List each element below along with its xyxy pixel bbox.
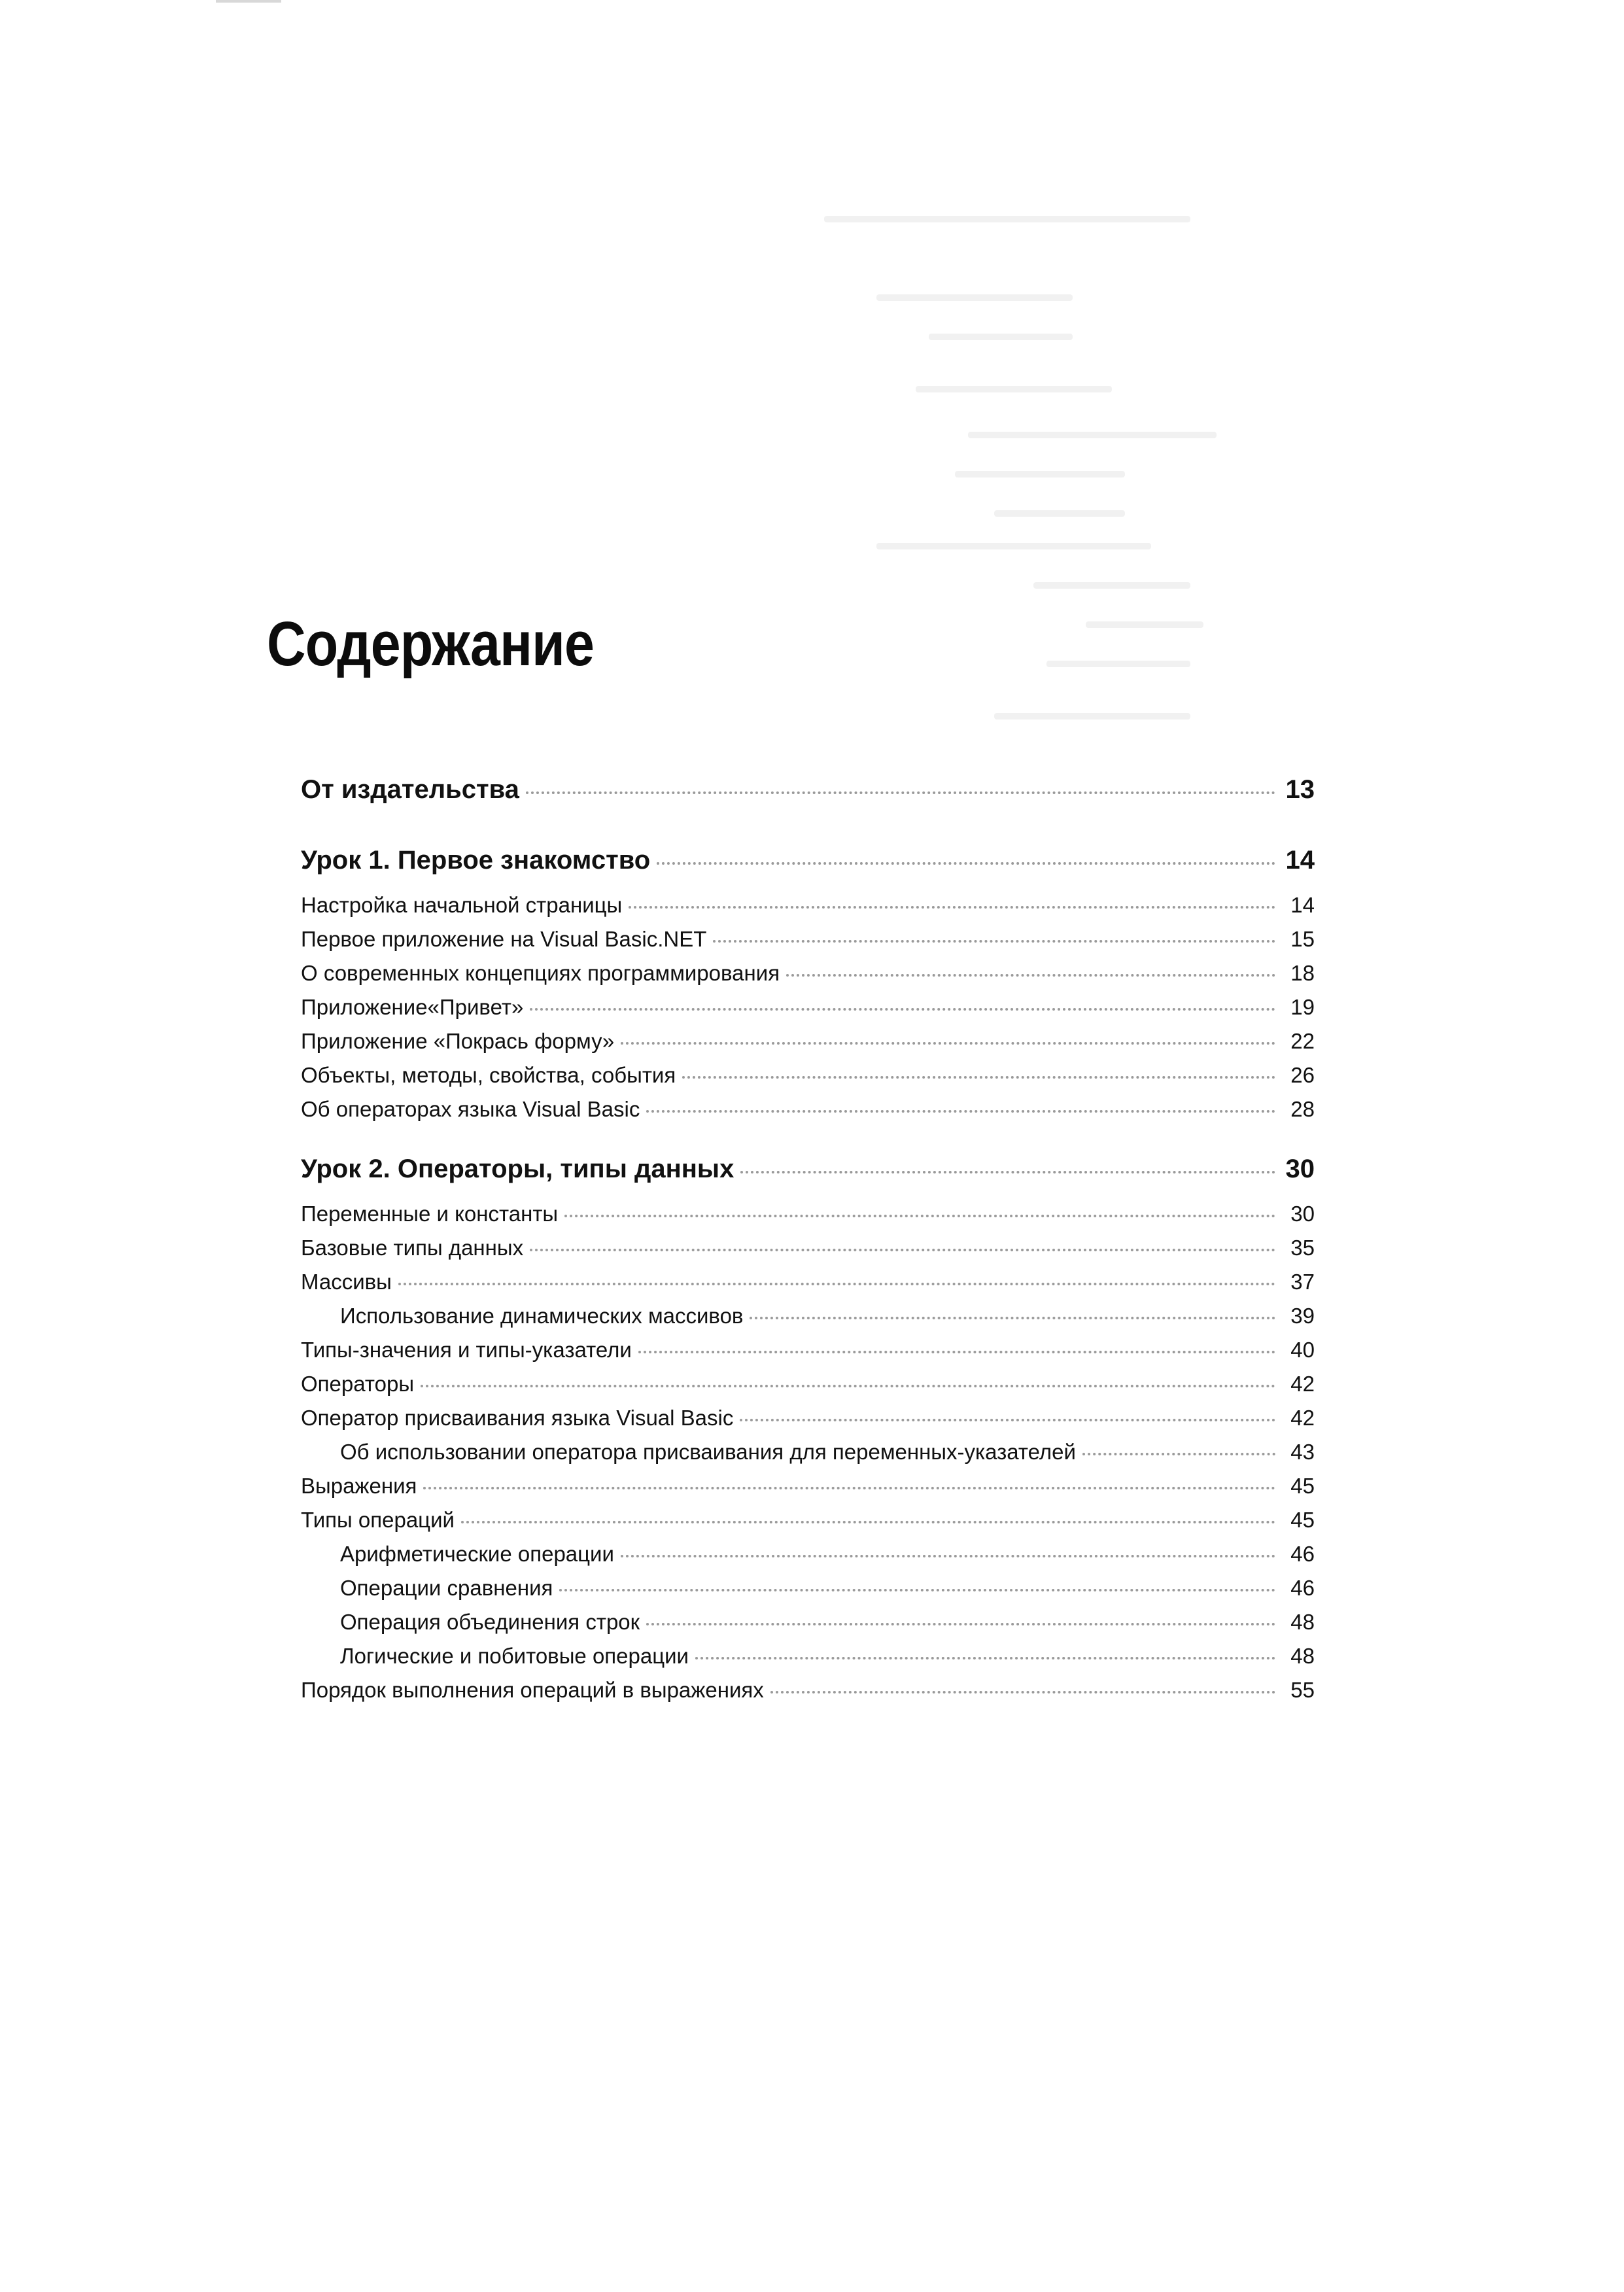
toc-page-number: 45: [1290, 1508, 1315, 1532]
toc-entry: [301, 1155, 1315, 1202]
toc-page-number: 43: [1290, 1440, 1315, 1464]
toc-entry: [301, 1372, 1315, 1406]
toc-entry-title: О современных концепциях программирования: [301, 961, 780, 985]
toc-page-number: 14: [1290, 893, 1315, 917]
toc-entry: [301, 1678, 1315, 1712]
dot-leader: [770, 1691, 1275, 1693]
toc-entry: [301, 1202, 1315, 1236]
toc-entry-title: Об использовании оператора присваивания для переменных-указателей: [340, 1440, 1076, 1464]
toc-entry-title: Операторы: [301, 1372, 415, 1396]
toc-entry: [301, 1644, 1315, 1678]
toc-page-number: 37: [1290, 1270, 1315, 1294]
toc-entry-title: Оператор присваивания языка Visual Basic: [301, 1406, 734, 1430]
dot-leader: [559, 1589, 1275, 1591]
dot-leader: [530, 1008, 1275, 1011]
dot-leader: [750, 1317, 1275, 1319]
toc-entry: [301, 1406, 1315, 1440]
toc-entry: [301, 1304, 1315, 1338]
dot-leader: [421, 1385, 1275, 1387]
toc-entry: [301, 1063, 1315, 1097]
dot-leader: [786, 974, 1275, 977]
toc-entry-title: Типы-значения и типы-указатели: [301, 1338, 632, 1362]
toc-page-number: 22: [1290, 1029, 1315, 1053]
dot-leader: [564, 1215, 1275, 1217]
scan-artifact-line: [216, 0, 281, 3]
toc-entry-title: Объекты, методы, свойства, события: [301, 1063, 676, 1087]
toc-entry-title: Логические и побитовые операции: [340, 1644, 689, 1668]
toc-entry-title: Массивы: [301, 1270, 392, 1294]
toc-entry: [301, 1236, 1315, 1270]
toc-page-number: 30: [1285, 1155, 1315, 1183]
dot-leader: [740, 1419, 1275, 1421]
toc-entry-title: Первое приложение на Visual Basic.NET: [301, 927, 707, 951]
toc-page-number: 46: [1290, 1542, 1315, 1566]
dot-leader: [713, 940, 1275, 943]
toc-page-number: 46: [1290, 1576, 1315, 1600]
toc-page-number: 30: [1290, 1202, 1315, 1226]
toc-page-number: 42: [1290, 1406, 1315, 1430]
toc-page-number: 14: [1285, 846, 1315, 875]
toc-page-number: 48: [1290, 1644, 1315, 1668]
toc-entry-title: Переменные и константы: [301, 1202, 559, 1226]
toc-entry: [301, 995, 1315, 1029]
dot-leader: [423, 1487, 1275, 1489]
toc-page-number: 18: [1290, 961, 1315, 985]
dot-leader: [461, 1521, 1275, 1523]
toc-entry-title: Типы операций: [301, 1508, 455, 1532]
dot-leader: [621, 1555, 1275, 1557]
bleed-through-text: [798, 216, 1334, 739]
toc-entry-title: Операции сравнения: [340, 1576, 553, 1600]
dot-leader: [740, 1171, 1275, 1173]
table-of-contents: [301, 775, 1315, 1712]
toc-entry-title: Урок 1. Первое знакомство: [301, 846, 651, 875]
dot-leader: [526, 791, 1275, 794]
dot-leader: [646, 1110, 1275, 1113]
toc-entry: [301, 893, 1315, 927]
page-title: Содержание: [267, 609, 595, 679]
dot-leader: [682, 1076, 1275, 1079]
toc-entry-title: Использование динамических массивов: [340, 1304, 744, 1328]
toc-entry-title: Порядок выполнения операций в выражениях: [301, 1678, 764, 1702]
toc-page-number: 13: [1285, 775, 1315, 804]
dot-leader: [646, 1623, 1275, 1625]
toc-entry-title: Приложение «Покрась форму»: [301, 1029, 615, 1053]
toc-entry: [301, 927, 1315, 961]
dot-leader: [657, 862, 1275, 865]
dot-leader: [1082, 1453, 1275, 1455]
toc-entry-title: Настройка начальной страницы: [301, 893, 623, 917]
dot-leader: [398, 1283, 1275, 1285]
toc-entry: [301, 1270, 1315, 1304]
toc-page-number: 19: [1290, 995, 1315, 1019]
dot-leader: [621, 1042, 1275, 1045]
toc-entry: [301, 1474, 1315, 1508]
toc-entry: [301, 1097, 1315, 1131]
toc-page-number: 28: [1290, 1097, 1315, 1121]
dot-leader: [638, 1351, 1275, 1353]
toc-page-number: 48: [1290, 1610, 1315, 1634]
toc-entry: [301, 961, 1315, 995]
toc-entry: [301, 1440, 1315, 1474]
toc-entry-title: Базовые типы данных: [301, 1236, 524, 1260]
toc-page-number: 55: [1290, 1678, 1315, 1702]
dot-leader: [530, 1249, 1275, 1251]
toc-entry: [301, 1338, 1315, 1372]
toc-entry-title: Арифметические операции: [340, 1542, 614, 1566]
toc-entry: [301, 1029, 1315, 1063]
dot-leader: [629, 906, 1275, 909]
toc-entry-title: Операция объединения строк: [340, 1610, 640, 1634]
toc-page-number: 40: [1290, 1338, 1315, 1362]
toc-entry-title: От издательства: [301, 775, 519, 804]
toc-entry: [301, 846, 1315, 893]
toc-page-number: 15: [1290, 927, 1315, 951]
toc-page-number: 35: [1290, 1236, 1315, 1260]
toc-page-number: 45: [1290, 1474, 1315, 1498]
toc-page-number: 26: [1290, 1063, 1315, 1087]
toc-entry-title: Выражения: [301, 1474, 417, 1498]
toc-entry: [301, 1576, 1315, 1610]
toc-entry: [301, 1610, 1315, 1644]
toc-entry: [301, 775, 1315, 822]
toc-entry: [301, 1508, 1315, 1542]
toc-entry-title: Урок 2. Операторы, типы данных: [301, 1155, 734, 1183]
toc-page-number: 39: [1290, 1304, 1315, 1328]
toc-entry-title: Приложение«Привет»: [301, 995, 524, 1019]
toc-entry-title: Об операторах языка Visual Basic: [301, 1097, 640, 1121]
dot-leader: [695, 1657, 1275, 1659]
toc-entry: [301, 1542, 1315, 1576]
toc-page-number: 42: [1290, 1372, 1315, 1396]
